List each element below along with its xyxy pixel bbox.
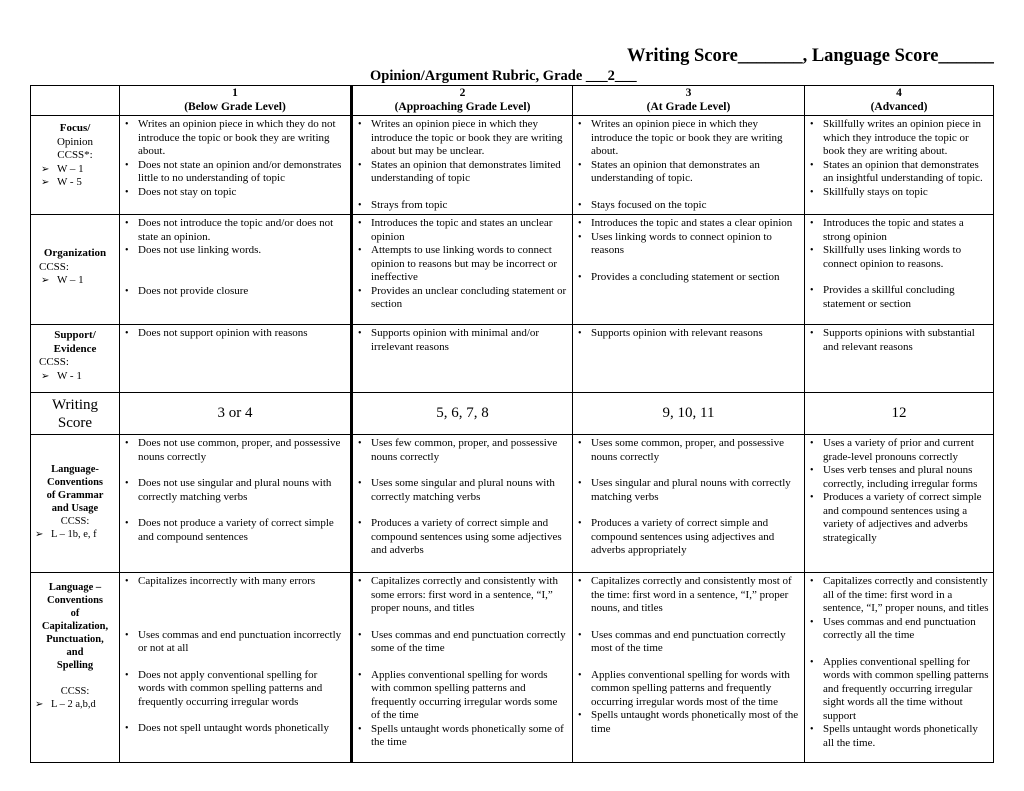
list-item: • Uses commas and end punctuation correctly most of the time	[591, 629, 800, 656]
list-item: • Applies conventional spelling for words with common spelling patterns and frequently occurring irregular words some of the time	[371, 669, 568, 723]
grammar-level-4	[805, 435, 994, 573]
list-item: • Capitalizes correctly and consistently with some errors: first word in a sentence, “I,” proper nouns, and titles	[371, 575, 568, 616]
row-head-support: Support/ Evidence CCSS: ➢ W - 1	[31, 325, 120, 393]
list-item: • Does not produce a variety of correct simple and compound sentences	[138, 517, 346, 544]
header-row	[31, 86, 994, 116]
arrow-bullet-icon: ➢	[41, 163, 50, 175]
list-item: • Does not introduce the topic and/or does not state an opinion.	[138, 217, 346, 244]
writing-score-level-1: 3 or 4	[120, 393, 352, 435]
support-level-4	[805, 325, 994, 393]
col-header-3: 3 (At Grade Level)	[573, 86, 805, 116]
list-item: • Applies conventional spelling for words with common spelling patterns and frequently occurring irregular words most of the time	[591, 669, 800, 710]
col-header-4: 4 (Advanced)	[805, 86, 994, 116]
list-item: • Does not use common, proper, and possessive nouns correctly	[138, 437, 346, 464]
list-item: • Does not apply conventional spelling for words with common spelling patterns and frequently occurring irregular words	[138, 669, 346, 710]
score-header: Writing Score_______, Language Score______	[627, 46, 994, 66]
list-item: • Attempts to use linking words to connect opinion to reasons but may be incorrect or ineffective	[371, 244, 568, 285]
list-item: • Spells untaught words phonetically some of the time	[371, 723, 568, 750]
focus-level-1	[120, 116, 352, 215]
arrow-bullet-icon: ➢	[41, 370, 50, 382]
list-item: • Stays focused on the topic	[591, 199, 800, 213]
grammar-level-3	[573, 435, 805, 573]
list-item: • Skillfully uses linking words to connect opinion to reasons.	[823, 244, 989, 271]
row-organization	[31, 215, 994, 325]
list-item: • Supports opinion with relevant reasons	[591, 327, 800, 341]
list-item: • States an opinion that demonstrates an insightful understanding of topic.	[823, 159, 989, 186]
writing-score-level-2: 5, 6, 7, 8	[352, 393, 573, 435]
list-item: • Introduces the topic and states an unclear opinion	[371, 217, 568, 244]
support-level-3	[573, 325, 805, 393]
list-item: • Does not stay on topic	[138, 186, 346, 200]
corner-cell	[31, 86, 120, 116]
row-writing-score	[31, 393, 994, 435]
capitalization-level-3	[573, 573, 805, 763]
organization-level-2	[352, 215, 573, 325]
list-item: • Uses verb tenses and plural nouns correctly, including irregular forms	[823, 464, 989, 491]
list-item: • Writes an opinion piece in which they introduce the topic or book they are writing about.	[591, 118, 800, 159]
list-item: • Applies conventional spelling for words with common spelling patterns and frequently occurring irregular sight words all the time without support	[823, 656, 989, 724]
list-item: • Does not use singular and plural nouns with correctly matching verbs	[138, 477, 346, 504]
list-item: • Writes an opinion piece in which they do not introduce the topic or book they are writing about.	[138, 118, 346, 159]
arrow-bullet-icon: ➢	[35, 699, 44, 710]
list-item: • Uses commas and end punctuation correctly all the time	[823, 616, 989, 643]
list-item: • Does not provide closure	[138, 285, 346, 299]
list-item: • Uses commas and end punctuation correctly some of the time	[371, 629, 568, 656]
list-item: • Uses singular and plural nouns with correctly matching verbs	[591, 477, 800, 504]
list-item: • Spells untaught words phonetically most of the time	[591, 709, 800, 736]
list-item: • Provides a skillful concluding statement or section	[823, 284, 989, 311]
list-item: • Uses some singular and plural nouns with correctly matching verbs	[371, 477, 568, 504]
list-item: • Supports opinions with substantial and relevant reasons	[823, 327, 989, 354]
row-focus	[31, 116, 994, 215]
list-item: • Produces a variety of correct simple and compound sentences using a variety of adjectives and adverbs strategically	[823, 491, 989, 545]
arrow-bullet-icon: ➢	[41, 275, 50, 286]
rubric-title: Opinion/Argument Rubric, Grade ___2___	[370, 68, 637, 84]
list-item: • Introduces the topic and states a clear opinion	[591, 217, 800, 231]
arrow-bullet-icon: ➢	[35, 529, 44, 540]
list-item: • Does not use linking words.	[138, 244, 346, 258]
organization-level-1	[120, 215, 352, 325]
list-item: • Uses few common, proper, and possessive nouns correctly	[371, 437, 568, 464]
writing-score-label: Writing Score	[31, 393, 120, 435]
writing-score-level-3: 9, 10, 11	[573, 393, 805, 435]
focus-level-2	[352, 116, 573, 215]
row-grammar	[31, 435, 994, 573]
row-head-organization: Organization CCSS: ➢ W – 1	[31, 215, 120, 325]
list-item: • Uses commas and end punctuation incorrectly or not at all	[138, 629, 346, 656]
capitalization-level-1	[120, 573, 352, 763]
list-item: • Provides a concluding statement or section	[591, 271, 800, 285]
list-item: • Skillfully writes an opinion piece in which they introduce the topic or book they are writing about.	[823, 118, 989, 159]
list-item: • Introduces the topic and states a strong opinion	[823, 217, 989, 244]
list-item: • Provides an unclear concluding statement or section	[371, 285, 568, 312]
row-head-grammar: Language- Conventions of Grammar and Usage CCSS: ➢ L – 1b, e, f	[31, 435, 120, 573]
row-head-focus: Focus/ Opinion CCSS*: ➢ W – 1 ➢ W - 5	[31, 116, 120, 215]
capitalization-level-4	[805, 573, 994, 763]
capitalization-level-2	[352, 573, 573, 763]
list-item: • States an opinion that demonstrates an understanding of topic.	[591, 159, 800, 186]
list-item: • Produces a variety of correct simple and compound sentences using adjectives and adverbs appropriately	[591, 517, 800, 558]
grammar-level-2	[352, 435, 573, 573]
list-item: • Uses some common, proper, and possessive nouns correctly	[591, 437, 800, 464]
list-item: • Strays from topic	[371, 199, 568, 213]
row-support	[31, 325, 994, 393]
focus-level-3	[573, 116, 805, 215]
writing-score-level-4: 12	[805, 393, 994, 435]
list-item: • Capitalizes correctly and consistently all of the time: first word in a sentence, “I,” proper nouns, and titles	[823, 575, 989, 616]
rubric-table	[30, 85, 994, 763]
row-head-capitalization: Language – Conventions of Capitalization, Punctuation, and Spelling CCSS: ➢ L – 2 a,b,d	[31, 573, 120, 763]
list-item: • Writes an opinion piece in which they introduce the topic or book they are writing about but may be unclear.	[371, 118, 568, 159]
list-item: • States an opinion that demonstrates limited understanding of topic	[371, 159, 568, 186]
col-header-1: 1 (Below Grade Level)	[120, 86, 352, 116]
list-item: • Capitalizes correctly and consistently most of the time: first word in a sentence, “I,” proper nouns, and titles	[591, 575, 800, 616]
arrow-bullet-icon: ➢	[41, 177, 50, 188]
list-item: • Does not state an opinion and/or demonstrates little to no understanding of topic	[138, 159, 346, 186]
list-item: • Does not spell untaught words phonetically	[138, 722, 346, 736]
support-level-1	[120, 325, 352, 393]
list-item: • Skillfully stays on topic	[823, 186, 989, 200]
list-item: • Spells untaught words phonetically all the time.	[823, 723, 989, 750]
list-item: • Produces a variety of correct simple and compound sentences using some adjectives and adverbs	[371, 517, 568, 558]
list-item: • Uses a variety of prior and current grade-level pronouns correctly	[823, 437, 989, 464]
list-item: • Capitalizes incorrectly with many errors	[138, 575, 346, 589]
support-level-2	[352, 325, 573, 393]
organization-level-4	[805, 215, 994, 325]
col-header-2: 2 (Approaching Grade Level)	[352, 86, 573, 116]
organization-level-3	[573, 215, 805, 325]
row-capitalization	[31, 573, 994, 763]
list-item: • Does not support opinion with reasons	[138, 327, 346, 341]
grammar-level-1	[120, 435, 352, 573]
list-item: • Uses linking words to connect opinion to reasons	[591, 231, 800, 258]
list-item: • Supports opinion with minimal and/or irrelevant reasons	[371, 327, 568, 354]
focus-level-4	[805, 116, 994, 215]
